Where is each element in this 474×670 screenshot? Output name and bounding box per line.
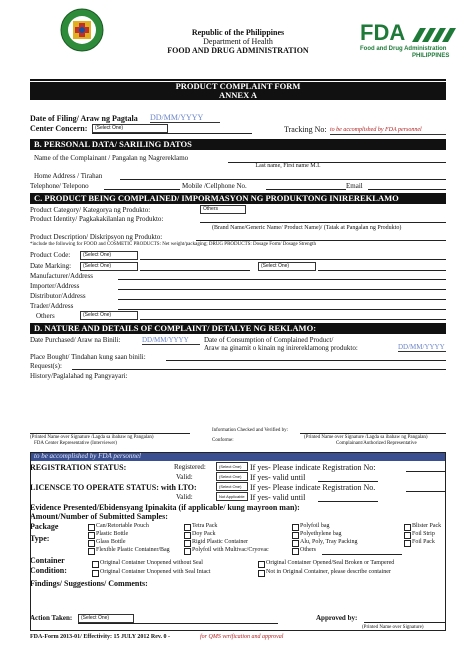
valid-until: If yes- valid until [250, 473, 306, 482]
product-code-input[interactable] [140, 259, 446, 260]
others-select[interactable]: (Select One) [80, 311, 138, 320]
history-label: History/Paglalahad ng Pangyayari: [30, 372, 128, 380]
date-marking-input-2[interactable] [318, 270, 446, 271]
fda-stripes-icon [412, 28, 456, 47]
importer-label: Importer/Address [30, 282, 80, 290]
history-input[interactable] [30, 381, 446, 423]
condition-label: Condition: [30, 566, 67, 575]
valid-select[interactable]: (Select One) [216, 472, 248, 481]
tracking-label: Tracking No: [284, 125, 327, 134]
purchased-input[interactable]: DD/MM/YYYY [142, 336, 200, 345]
center-concern-select[interactable]: (Select One) [92, 124, 168, 133]
fda-banner: to be accomplished by FDA personnel [30, 452, 446, 461]
reg-status-label: REGISTRATION STATUS: [30, 463, 127, 472]
complainant-sig-caption: (Printed Name over Signature /Lagda sa ibabaw ng Pangalan) [304, 435, 428, 440]
lto-valid-select[interactable]: Not Applicable [216, 492, 248, 501]
telephone-input[interactable] [104, 189, 180, 190]
date-filing-input[interactable]: DD/MM/YYYY [150, 113, 220, 123]
fda-logo-text: FDA [360, 20, 406, 45]
identity-label: Product Identity/ Pagkakakilanlan ng Produkto: [30, 215, 164, 223]
consumption-input[interactable]: DD/MM/YYYY [398, 343, 445, 351]
tracking-input[interactable]: to be accomplished by FDA personnel [330, 127, 446, 135]
telephone-label: Telephone/ Telepono [30, 182, 89, 190]
manufacturer-input[interactable] [118, 279, 446, 280]
lto-valid-label: Valid: [176, 493, 193, 501]
lto-valid-until: If yes- valid until [250, 493, 306, 502]
fda-name: Food and Drug Administration [360, 46, 447, 52]
type-label: Type: [30, 534, 50, 543]
date-filing-label: Date of Filing/ Araw ng Pagtala [30, 114, 138, 123]
trader-label: Trader/Address [30, 302, 74, 310]
others-input[interactable] [140, 319, 446, 320]
interviewer-sig-role: FDA Center Representative (Interviewer) [34, 441, 117, 446]
lto-select[interactable]: (Select One) [216, 482, 248, 491]
valid-label: Valid: [176, 473, 193, 481]
registered-select[interactable]: (Select One) [216, 462, 248, 471]
mobile-label: Mobile /Cellphone No. [182, 182, 247, 190]
category-label: Product Category/ Kategorya ng Produkto: [30, 206, 151, 214]
consumption-label: Date of Consumption of Complained Product/ [204, 336, 334, 344]
conforme-label: Conforme: [212, 438, 234, 443]
home-address-input[interactable] [120, 179, 446, 180]
package-label: Package [30, 522, 59, 531]
section-d-header: D. NATURE AND DETAILS OF COMPLAINT/ DETALYE NG REKLAMO: [30, 323, 446, 334]
requests-input[interactable] [72, 369, 446, 370]
email-input[interactable] [368, 189, 446, 190]
checked-label: Information Checked and Verified by: [212, 428, 288, 433]
reg-if-yes: If yes- Please indicate Registration No: [250, 463, 376, 472]
date-marking-label: Date Marking: [30, 262, 72, 270]
complainant-sig-line [300, 433, 446, 434]
fda-country: PHILIPPINES [412, 53, 450, 59]
home-address-label: Home Address / Tirahan [34, 172, 103, 180]
description-label: Product Description/ Diskripsyon ng Produkto: [30, 233, 163, 241]
place-label: Place Bought/ Tindahan kung saan binili: [30, 353, 146, 361]
complainant-name-hint: Last name, First name M.I. [255, 163, 321, 169]
section-b-header: B. PERSONAL DATA/ SARILING DATOS [30, 139, 446, 150]
requests-label: Request(s): [30, 362, 62, 370]
fda-section-border [30, 452, 446, 631]
interviewer-sig-line [30, 433, 190, 434]
evidence-label: Evidence Presented/Ebidensyang Ipinakita (if applicable/ kung mayroon man): [30, 503, 300, 512]
trader-input[interactable] [118, 309, 446, 310]
manufacturer-label: Manufacturer/Address [30, 272, 93, 280]
lto-label: LICENSCE TO OPERATE STATUS: with LTO: [30, 483, 197, 492]
others-label: Others [36, 312, 55, 320]
center-concern-label: Center Concern: [30, 124, 88, 133]
identity-input[interactable] [200, 222, 446, 223]
category-select[interactable]: Others [200, 205, 246, 214]
footer-form-no: FDA-Form 2013-01/ Effectivity: 15 JULY 2012 Rev. 0 - [30, 634, 171, 640]
date-marking-select-2[interactable]: (Select One) [258, 262, 316, 271]
date-marking-input-1[interactable] [140, 270, 250, 271]
identity-hint: (Brand Name/Generic Name/ Product Name)/ (Tatak at Pangalan ng Produkto) [212, 225, 402, 231]
distributor-input[interactable] [118, 299, 446, 300]
description-input[interactable] [196, 240, 446, 241]
action-label: Action Taken: [30, 614, 73, 622]
approved-sig: (Printed Name over Signature) [362, 625, 424, 630]
action-select[interactable]: (Select One) [78, 614, 134, 623]
doh-seal-icon [60, 8, 104, 52]
header-line2: Department of Health [203, 37, 273, 46]
container-label: Container [30, 556, 65, 565]
section-c-header: C. PRODUCT BEING COMPLAINED/ IMPORMASYON NG PRODUKTONG INIREREKLAMO [30, 193, 446, 204]
email-label: Email [346, 182, 363, 190]
header-line1: Republic of the Philippines [191, 28, 285, 37]
samples-label: Amount/Number of Submitted Samples: [30, 512, 168, 521]
date-marking-select-1[interactable]: (Select One) [80, 262, 138, 271]
header-line3: FOOD AND DRUG ADMINISTRATION [167, 46, 309, 55]
interviewer-sig-caption: (Printed Name over Signature /Lagda sa ibabaw ng Pangalan) [30, 435, 154, 440]
distributor-label: Distributor/Address [30, 292, 86, 300]
product-code-select[interactable]: (Select One) [80, 251, 138, 260]
product-code-label: Product Code: [30, 251, 71, 259]
mobile-input[interactable] [266, 189, 346, 190]
complainant-name-label: Name of the Complainant / Pangalan ng Nagrereklamo [34, 154, 189, 162]
approved-label: Approved by: [316, 614, 358, 622]
purchased-label: Date Purchased/ Araw na Binili: [30, 336, 121, 344]
form-title: PRODUCT COMPLAINT FORM [175, 81, 301, 91]
registered-label: Registered: [174, 463, 206, 471]
consumption-label-2: Araw na ginamit o kinain ng inirereklamong produkto: [204, 344, 358, 352]
importer-input[interactable] [118, 289, 446, 290]
fda-logo [360, 22, 460, 62]
include-note: *include the following for FOOD and COSMETIC PRODUCTS: Net weight/packaging; DRUG PRODUCTS: Dosage Form/ Dosage Strength [30, 242, 316, 247]
lto-if-yes: If yes- Please indicate Registration No. [250, 483, 376, 492]
complainant-sig-role: Complainant/Authorized Representative [336, 441, 417, 446]
findings-label: Findings/ Suggestions/ Comments: [30, 579, 148, 588]
place-input[interactable] [166, 360, 446, 361]
form-annex: ANNEX A [218, 90, 258, 100]
center-concern-line [92, 133, 252, 134]
footer-qms-note: for QMS verification and approval [200, 634, 284, 640]
doh-seal [60, 8, 104, 52]
